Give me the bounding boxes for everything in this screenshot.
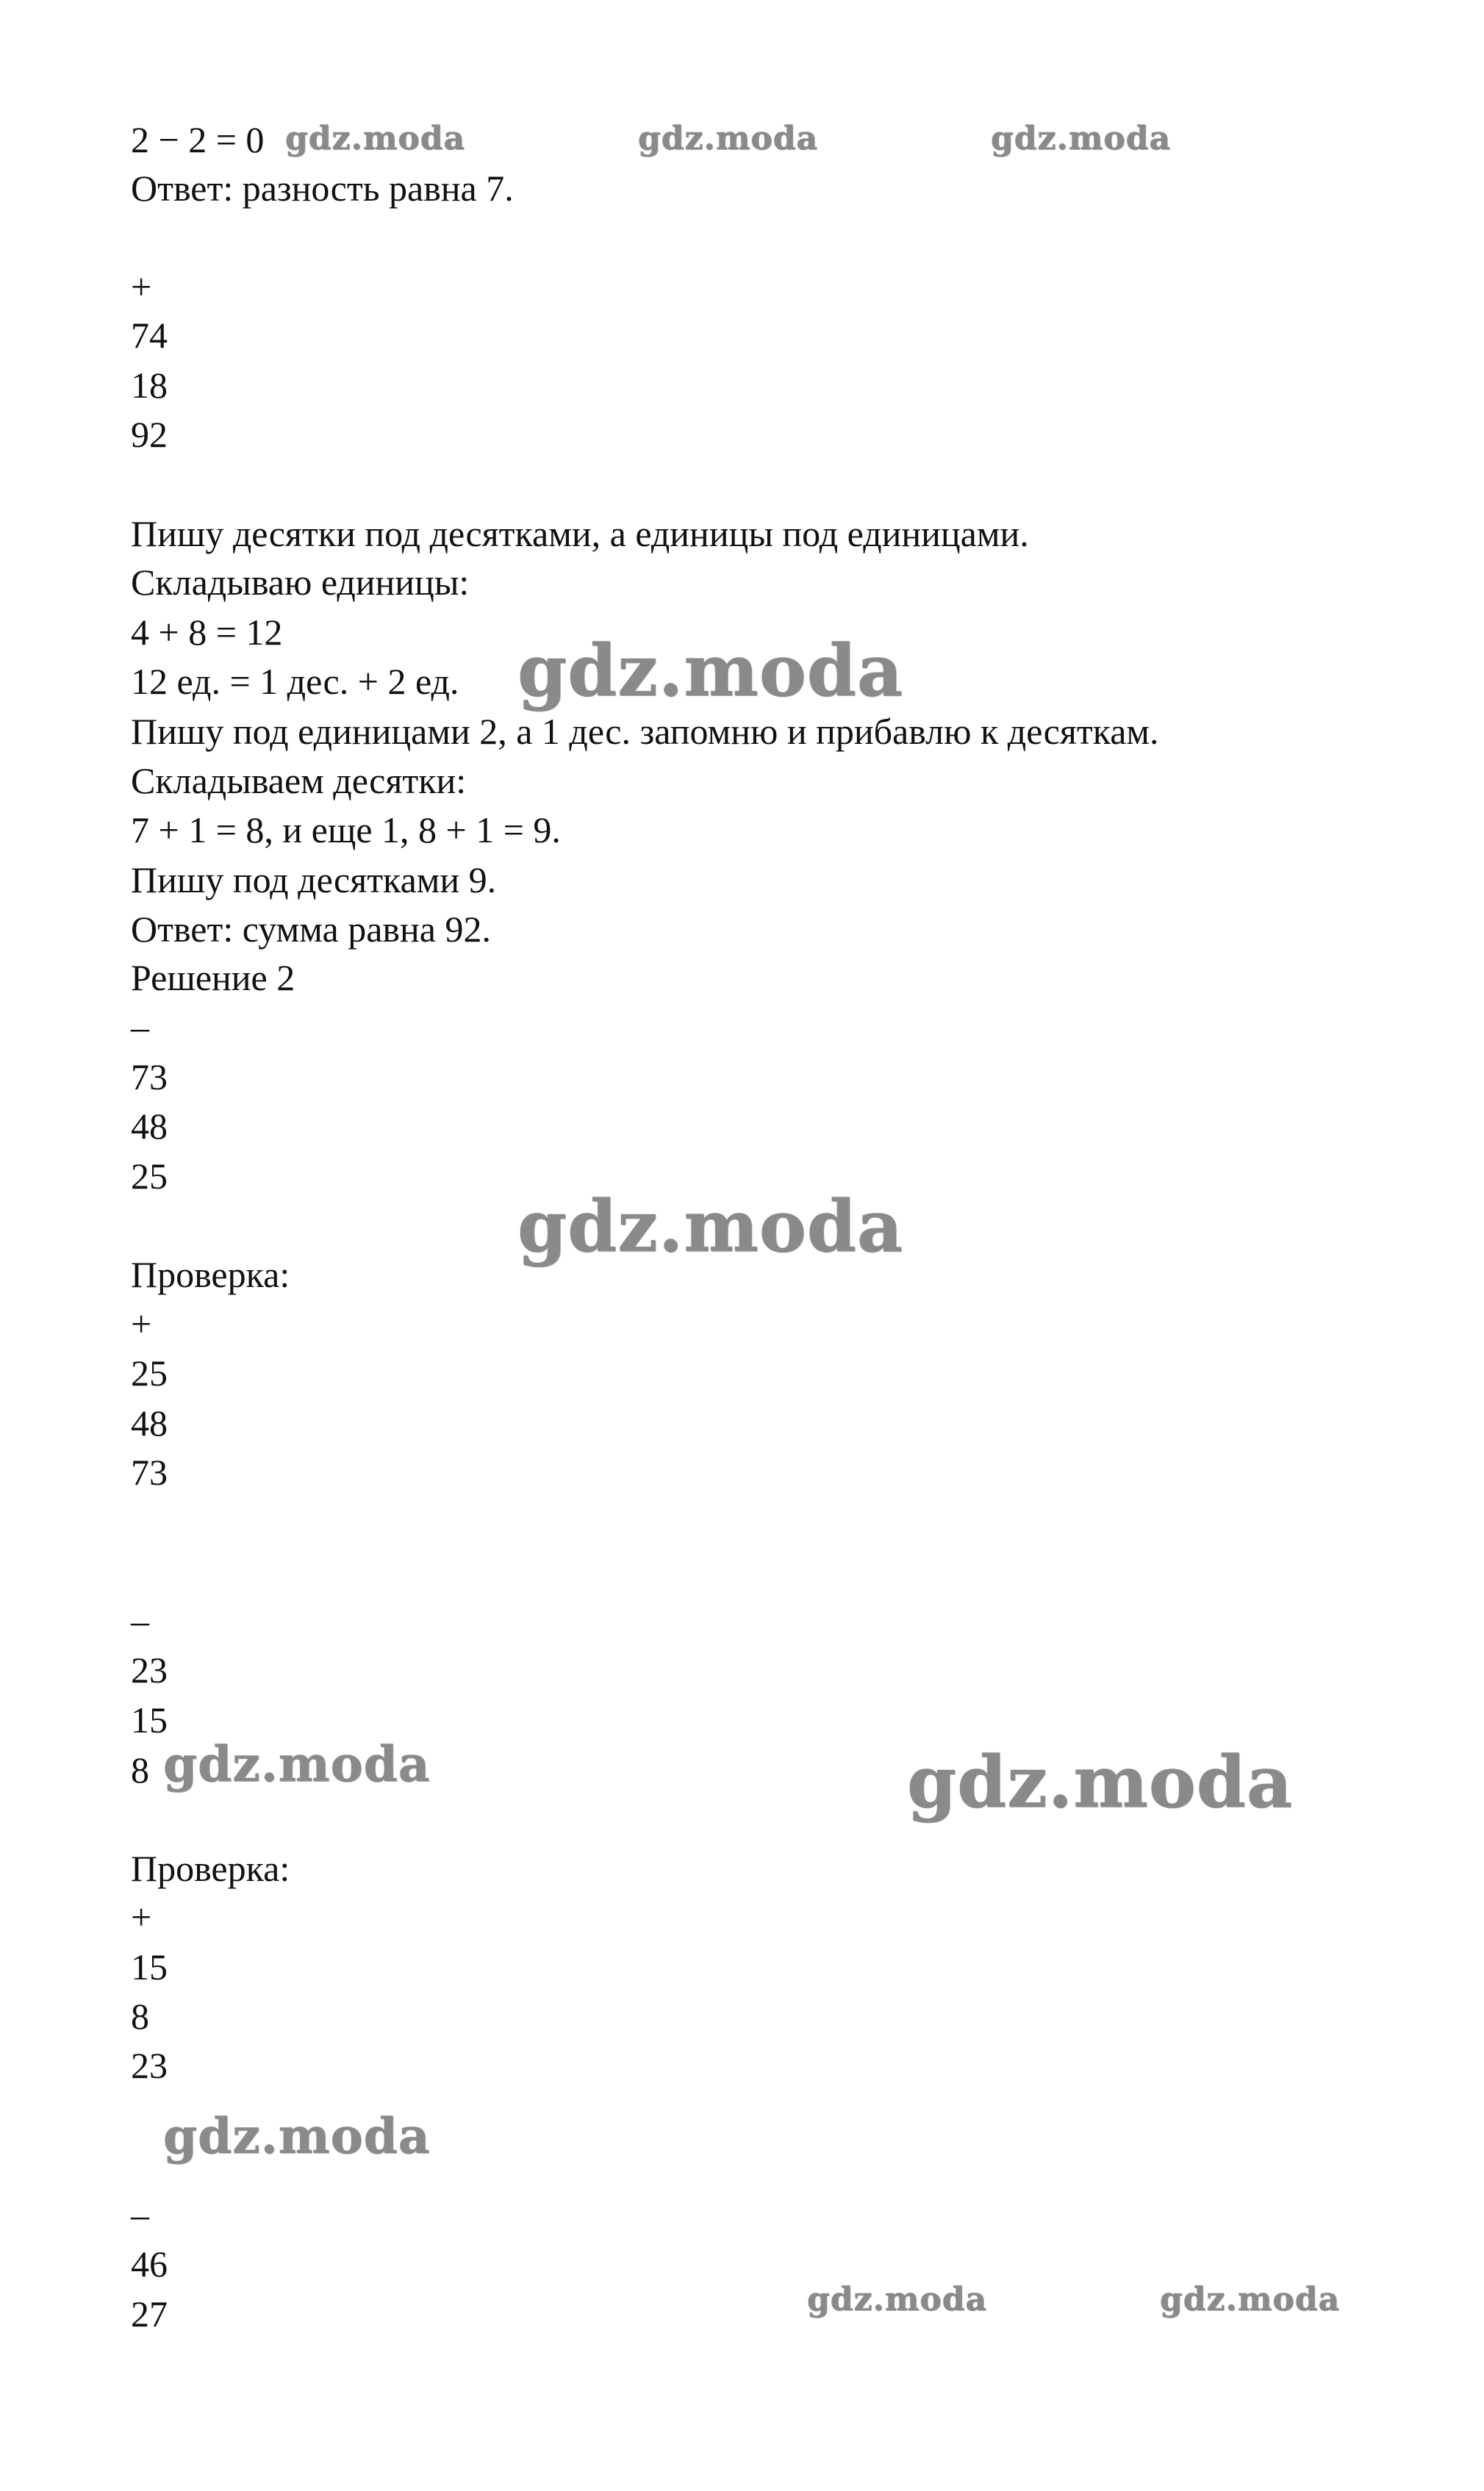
text-line: 48 (131, 1402, 168, 1444)
text-line: Пишу десятки под десятками, а единицы под единицами. (131, 513, 1029, 554)
text-line: Складываем десятки: (131, 760, 467, 801)
watermark: gdz.moda (991, 120, 1172, 157)
text-line: 48 (131, 1105, 168, 1147)
watermark: gdz.moda (1160, 2281, 1341, 2318)
text-line: + (131, 1303, 152, 1344)
watermark: gdz.moda (163, 1735, 431, 1793)
watermark: gdz.moda (517, 629, 904, 712)
text-line: 8 (131, 1996, 149, 2037)
text-line: 23 (131, 1649, 168, 1691)
text-line: Пишу под десятками 9. (131, 859, 497, 900)
text-line: 12 ед. = 1 дес. + 2 ед. (131, 661, 459, 702)
watermark: gdz.moda (907, 1741, 1294, 1824)
text-line: – (131, 2194, 149, 2235)
watermark: gdz.moda (285, 120, 466, 157)
text-line: 8 (131, 1749, 149, 1791)
text-line: 25 (131, 1155, 168, 1197)
text-line: 7 + 1 = 8, и еще 1, 8 + 1 = 9. (131, 809, 561, 850)
text-line: 15 (131, 1699, 168, 1741)
text-line: 15 (131, 1946, 168, 1988)
text-line: + (131, 266, 152, 307)
text-line: Складываю единицы: (131, 562, 470, 603)
text-line: 27 (131, 2293, 168, 2334)
watermark: gdz.moda (517, 1185, 904, 1268)
text-line: Пишу под единицами 2, а 1 дес. запомню и прибавлю к десяткам. (131, 711, 1159, 752)
text-line: 23 (131, 2045, 168, 2086)
watermark: gdz.moda (638, 120, 819, 157)
text-line: – (131, 1006, 149, 1047)
watermark: gdz.moda (163, 2107, 431, 2165)
text-line: 2 − 2 = 0 (131, 119, 265, 160)
text-line: 4 + 8 = 12 (131, 612, 283, 653)
text-line: 46 (131, 2243, 168, 2284)
text-line: 92 (131, 414, 168, 455)
text-line: Проверка: (131, 1254, 290, 1295)
text-line: Решение 2 (131, 957, 295, 998)
text-line: 73 (131, 1452, 168, 1493)
watermark: gdz.moda (807, 2281, 988, 2318)
text-line: 74 (131, 315, 168, 356)
text-line: 18 (131, 365, 168, 406)
text-line: 73 (131, 1056, 168, 1097)
text-line: Ответ: сумма равна 92. (131, 908, 491, 950)
text-line: 25 (131, 1352, 168, 1394)
text-line: + (131, 1896, 152, 1938)
text-line: – (131, 1600, 149, 1641)
text-line: Ответ: разность равна 7. (131, 168, 514, 209)
text-line: Проверка: (131, 1848, 290, 1889)
